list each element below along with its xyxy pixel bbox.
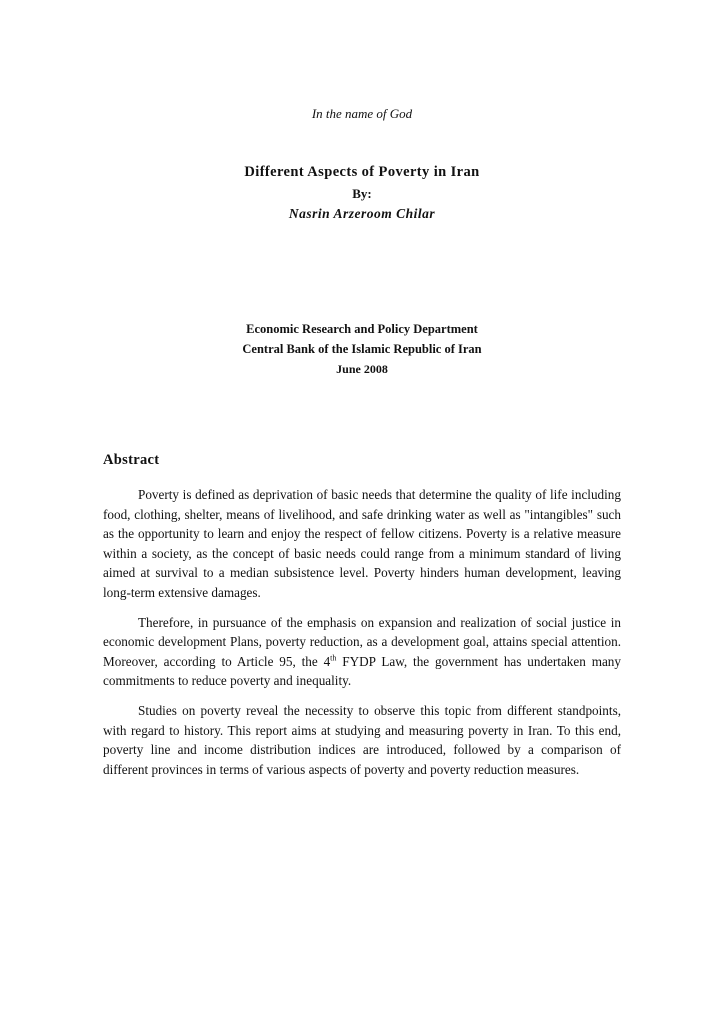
document-title: Different Aspects of Poverty in Iran (244, 164, 480, 180)
abstract-heading: Abstract (103, 452, 160, 468)
department-line: Economic Research and Policy Department (246, 322, 478, 336)
abstract-paragraph-2 (103, 613, 621, 691)
dedication-line: In the name of God (311, 106, 413, 121)
paragraph-2-text-end: FYDP Law, the government has undertaken many commitments to reduce poverty and inequality. (103, 653, 621, 689)
by-label: By: (352, 186, 372, 201)
date-line: June 2008 (336, 362, 388, 376)
paragraph-2-text-start: Therefore, in pursuance of the emphasis on expansion and realization of social justice in economic development Plans, poverty reduction, as a development goal, attains special attention. Moreover, according to Article 95, the 4 (103, 614, 621, 669)
ordinal-suffix: th (330, 653, 337, 663)
abstract-paragraph-3: Studies on poverty reveal the necessity to observe this topic from different standpoints, with regard to history. This report aims at studying and measuring poverty in Iran. To this end, poverty line and income distribution indices are introduced, followed by a comparison of different provinces in terms of various aspects of poverty and poverty reduction measures. (103, 702, 621, 777)
abstract-paragraph-1: Poverty is defined as deprivation of basic needs that determine the quality of life including food, clothing, shelter, means of livelihood, and safe drinking water as well as "intangibles" such as the opportunity to learn and enjoy the respect of fellow citizens. Poverty is a relative measure within a society, as the concept of basic needs could range from a minimum standard of living aimed at survival to a median subsistence level. Poverty hinders human development, leaving long-term extensive damages. (103, 487, 621, 600)
abstract-body (103, 485, 621, 789)
institution-line: Central Bank of the Islamic Republic of Iran (242, 342, 482, 356)
author-name: Nasrin Arzeroom Chilar (288, 206, 436, 221)
